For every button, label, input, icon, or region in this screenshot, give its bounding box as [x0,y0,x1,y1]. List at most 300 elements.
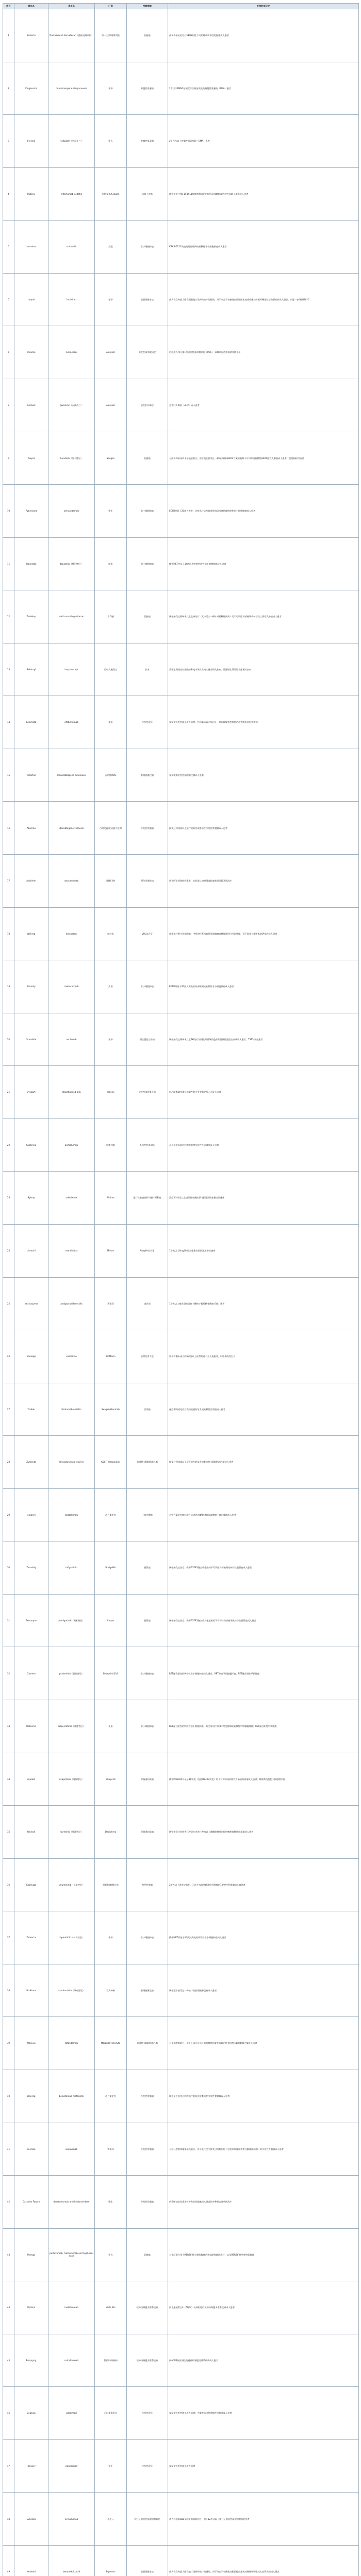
cell-col-brand-name: Livmarli [14,1224,48,1277]
cell-col-indication: 既往接受过两种或以上TKI治疗的慢性期费城染色体阳性慢性髓性白血病成人患者；T315I突变患者 [168,1013,359,1066]
cell-col-generic-name: zanubrutinib（泽布替尼） [48,1964,95,2017]
cell-col-generic-name: lumasiran [48,326,95,379]
cell-col-generic-name: asciminib [48,1013,95,1066]
cell-col-indication: RET融合阳性的转移性非小细胞肺癌；需全身治疗的RET突变晚期或转移性甲状腺髓样癌；RET融合阳性甲状腺癌 [168,1700,359,1753]
cell-col-manufacturer: 赛诺菲 [95,1277,127,1330]
cell-col-index: 46 [3,2387,14,2440]
cell-col-manufacturer: 百时美施贵宝 [95,2387,127,2440]
table-row [3,855,359,908]
cell-col-manufacturer: Seagen/Genmab [95,1383,127,1436]
cell-col-index: 32 [3,1647,14,1700]
cell-col-index: 1 [3,9,14,62]
cell-col-manufacturer: 强生 [95,485,127,538]
cell-col-disease-area: 多发性硬化 [127,2387,168,2440]
cell-col-brand-name: Nexletol [14,2546,48,2576]
cell-col-generic-name: sotorasib [48,221,95,274]
table-row [3,2334,359,2387]
cell-col-disease-area: 胃肠道间质瘤 [127,1806,168,1859]
cell-col-generic-name: selumetinib（司美替尼） [48,1858,95,1911]
cell-col-disease-area: 庞贝病 [127,1277,168,1330]
cell-col-indication: 复发或难治性套细胞淋巴瘤成人患者 [168,749,359,802]
cell-col-index: 5 [3,221,14,274]
cell-col-brand-name: Leqvio [14,273,48,326]
cell-col-generic-name: efgartigimod alfa [48,1066,95,1119]
table-row [3,590,359,643]
table-row [3,2070,359,2123]
cell-col-manufacturer: Esperion [95,2546,127,2576]
cell-col-generic-name: inclisiran [48,273,95,326]
cell-col-index: 14 [3,696,14,749]
cell-col-indication: EGFR外显子20插入突变、含铂化疗后疾病进展的局部晚期或转移性非小细胞肺癌成人患者 [168,485,359,538]
cell-col-indication: 与泊马度胺和地塞米松联合，用于既往至少接受过两种治疗（包括来那度胺和蛋白酶体抑制剂）的多发性骨髓瘤成人患者 [168,2123,359,2176]
cell-col-index: 20 [3,1013,14,1066]
cell-col-manufacturer: 强生 [95,2176,127,2229]
header-col-disease-area: 疾病领域 [127,4,168,9]
cell-col-disease-area: 脊髓性肌萎缩 [127,115,168,168]
cell-col-generic-name: givosiran（吉沃西兰） [48,379,95,432]
table-row [3,907,359,960]
cell-col-manufacturer: MorphoSys/Incyte [95,2017,127,2070]
cell-col-disease-area: 乳腺癌 [127,590,168,643]
cell-col-indication: 既往接受过治疗、携带FGFR2融合或其他重排的不可切除局部晚期或转移性胆管癌成人患者 [168,1594,359,1647]
cell-col-index: 17 [3,855,14,908]
cell-col-brand-name: Tepmetko [14,537,48,590]
cell-col-disease-area: Alagille综合征 [127,1224,168,1277]
cell-col-disease-area: 进行性家族性肝内胆汁淤积症 [127,1172,168,1225]
cell-col-disease-area: 非小细胞肺癌 [127,537,168,590]
cell-col-brand-name: Kesimpta [14,696,48,749]
cell-col-index: 21 [3,1066,14,1119]
cell-col-indication: 治疗3个月及以上进行性家族性肝内胆汁淤积症患者的瘙痒 [168,1172,359,1225]
cell-col-disease-area: 宫颈癌 [127,1383,168,1436]
cell-col-index: 43 [3,2228,14,2281]
cell-col-index: 44 [3,2281,14,2334]
cell-col-indication: 抗乙酰胆碱受体抗体阳性的全身型重症肌无力成人患者 [168,1066,359,1119]
header-col-generic-name: 通用名 [48,4,95,9]
cell-col-indication: 1岁及以上晚发型庞贝病（酸性α-葡萄糖苷酶缺乏症）患者 [168,1277,359,1330]
cell-col-brand-name: Ayvakit [14,1753,48,1806]
cell-col-generic-name: pertuzumab, trastuzumab and hyaluronidase [48,2228,95,2281]
cell-col-manufacturer: Alnylam [95,326,127,379]
table-row [3,2123,359,2176]
cell-col-brand-name: Voxzogo [14,1330,48,1383]
cell-col-brand-name: Monjuvi [14,2017,48,2070]
cell-col-index: 16 [3,802,14,855]
cell-col-disease-area: 多发性硬化 [127,696,168,749]
cell-col-indication: 2岁及以上患有症状性、无法手术的丛状神经纤维瘤的1型神经纤维瘤病儿童患者 [168,1858,359,1911]
cell-col-index: 12 [3,590,14,643]
cell-col-disease-area: 视神经脊髓炎谱系疾病 [127,2334,168,2387]
cell-col-disease-area: 子宫内膜癌 [127,1488,168,1541]
cell-col-indication: 需要定期输注红细胞的β-地中海贫血成人患者相关贫血；骨髓增生异常综合征相关贫血 [168,643,359,696]
cell-col-generic-name: loncastuximab tesirine [48,1436,95,1489]
table-row [3,1436,359,1489]
cell-col-indication: 用于骨骺未闭合的5岁及以上软骨发育不全儿童患者，以增加线性生长 [168,1330,359,1383]
cell-col-brand-name: Scemblix [14,1013,48,1066]
cell-col-manufacturer: 默沙东 [95,907,127,960]
cell-col-index: 11 [3,537,14,590]
table-row [3,1806,359,1859]
cell-col-generic-name: avalglucosidase alfa [48,1277,95,1330]
header-col-brand-name: 商品名 [14,4,48,9]
cell-col-disease-area: 阿尔茨海默病 [127,855,168,908]
cell-col-index: 30 [3,1541,14,1595]
cell-col-index: 42 [3,2176,14,2229]
cell-col-brand-name: Welireg [14,907,48,960]
cell-col-indication: 治疗成人和儿童1型原发性高草酸尿症（PH1），以降低尿液和血浆草酸水平 [168,326,359,379]
cell-col-disease-area: 胃肠道间质瘤 [127,1753,168,1806]
cell-col-index: 37 [3,1911,14,1964]
table-row [3,2176,359,2229]
cell-col-disease-area: 非小细胞肺癌 [127,485,168,538]
cell-col-brand-name: Koselugo [14,1858,48,1911]
table-row [3,1383,359,1436]
cell-col-generic-name: brexucabtagene autoleucel [48,749,95,802]
cell-col-indication: 作为饮食和最大耐受他汀类药物治疗的辅助，用于杂合子家族性高胆固醇血症或动脉粥样硬化性心血管疾病成人患者 [168,2546,359,2576]
approved-drugs-table [3,3,359,2576]
cell-col-brand-name: Tecartus [14,749,48,802]
cell-col-manufacturer: 安进 [95,221,127,274]
table-row [3,2281,359,2334]
cell-col-generic-name: infigratinib [48,1541,95,1595]
table-row [3,1277,359,1330]
cell-col-brand-name: Exkivity [14,960,48,1013]
table-row [3,802,359,855]
cell-col-generic-name: ofatumumab [48,696,95,749]
cell-col-index: 7 [3,326,14,379]
cell-col-brand-name: Saphnelo [14,1118,48,1172]
table-row [3,2493,359,2546]
cell-col-manufacturer: ADC Therapeutics [95,1436,127,1489]
cell-col-index: 45 [3,2334,14,2387]
cell-col-generic-name: luspatercept [48,643,95,696]
table-row [3,432,359,485]
cell-col-manufacturer: BridgeBio [95,1541,127,1595]
table-row [3,485,359,538]
table-row [3,2387,359,2440]
cell-col-disease-area: 尿路上皮癌 [127,167,168,221]
cell-col-generic-name: onasemnogene abeparvovec [48,62,95,115]
cell-col-index: 25 [3,1277,14,1330]
cell-col-indication: 正在接受标准治疗的中重度系统性红斑狼疮成人患者 [168,1118,359,1172]
cell-col-generic-name: tafasitamab [48,2017,95,2070]
cell-col-indication: 与化疗联合用于HER2阳性早期乳腺癌的新辅助和辅助治疗，以及HER2阳性转移性乳腺癌 [168,2228,359,2281]
cell-col-manufacturer: 阿斯利康 [95,1118,127,1172]
cell-col-brand-name: Zolgensma [14,62,48,115]
cell-col-disease-area: 非小细胞肺癌 [127,960,168,1013]
cell-col-generic-name: pralsetinib（普拉替尼） [48,1647,95,1700]
cell-col-indication: 既往至少接受过四种治疗的复发或难治性多发性骨髓瘤成人患者 [168,2070,359,2123]
table-row [3,221,359,274]
cell-col-indication: 2个月及以上脊髓性肌萎缩症（SMA）患者 [168,115,359,168]
cell-col-generic-name: odevixibat [48,1172,95,1225]
table-row [3,1911,359,1964]
cell-col-manufacturer: 诺华 [95,62,127,115]
cell-col-indication: 接受过四线或以上治疗的复发或难治性多发性骨髓瘤成人患者 [168,802,359,855]
cell-col-indication: 1岁及以上Alagille综合征患者的胆汁淤积性瘙痒 [168,1224,359,1277]
table-row [3,749,359,802]
cell-col-manufacturer: 诺华 [95,1911,127,1964]
cell-col-brand-name: Gavreto [14,1647,48,1700]
cell-col-brand-name: Ponvory [14,2439,48,2493]
table-row [3,167,359,221]
table-row [3,2228,359,2281]
cell-col-indication: 含铂方案治疗期间或之后进展的dMMR复发或晚期子宫内膜癌成人患者 [168,1488,359,1541]
cell-col-index: 18 [3,907,14,960]
cell-col-indication: 既往接受过PD-1/PD-L1抑制剂和含铂化疗的局部晚期或转移性尿路上皮癌成人患者 [168,167,359,221]
cell-col-manufacturer: 诺华 [95,273,127,326]
cell-col-index: 41 [3,2123,14,2176]
cell-col-brand-name: Pemazyre [14,1594,48,1647]
cell-col-brand-name: Brukinsa [14,1964,48,2017]
cell-col-disease-area: 乳腺癌 [127,2228,168,2281]
cell-col-generic-name: Trastuzumab deruxtecan（德曲妥珠单抗） [48,9,95,62]
cell-col-manufacturer: Blueprint [95,1753,127,1806]
cell-col-manufacturer: Albireo [95,1172,127,1225]
cell-col-brand-name: Truseltiq [14,1541,48,1595]
cell-col-disease-area: 非小细胞肺癌 [127,1911,168,1964]
cell-col-brand-name: Phesgo [14,2228,48,2281]
document-page [0,3,361,2576]
cell-col-disease-area: 急性肝卟啉症 [127,379,168,432]
cell-col-manufacturer: Deciphera [95,1806,127,1859]
cell-col-indication: 作为饮食和最大耐受剂量他汀类药物治疗的辅助，用于杂合子家族性高胆固醇血症或临床动脉粥样硬化性心血管疾病成人患者，以进一步降低LDL-C [168,273,359,326]
cell-col-brand-name: Sarclisa [14,2123,48,2176]
cell-col-generic-name: satralizumab [48,2334,95,2387]
cell-col-manufacturer: 赛诺菲 [95,2123,127,2176]
cell-col-generic-name: isatuximab [48,2123,95,2176]
cell-col-brand-name: Enhertu [14,9,48,62]
cell-col-disease-area: 多发性骨髓瘤 [127,802,168,855]
cell-col-index: 10 [3,485,14,538]
cell-col-brand-name: Abecma [14,802,48,855]
cell-col-manufacturer: 武田 [95,960,127,1013]
cell-col-index: 13 [3,643,14,696]
cell-col-manufacturer: Mirum [95,1224,127,1277]
cell-col-indication: 复发型多发性硬化成人患者 [168,2439,359,2493]
cell-col-generic-name: anifrolumab [48,1118,95,1172]
cell-col-index: 27 [3,1383,14,1436]
cell-col-generic-name: ozanimod [48,2387,95,2440]
cell-col-generic-name: tepotinib（特泊替尼） [48,537,95,590]
cell-col-manufacturer: Incyte [95,1594,127,1647]
cell-col-index: 38 [3,1964,14,2017]
cell-col-generic-name: risdiplam（利司扑兰） [48,115,95,168]
table-row [3,1118,359,1172]
cell-col-manufacturer: 安斯泰来/Seagen [95,167,127,221]
cell-col-brand-name: Jemperli [14,1488,48,1541]
cell-col-manufacturer: Blueprint/罗氏 [95,1647,127,1700]
cell-col-disease-area: 原发性高草酸尿症 [127,326,168,379]
cell-col-indication: 抗AQP4抗体阳性的视神经脊髓炎谱系疾病成人患者 [168,2334,359,2387]
cell-col-index: 2 [3,62,14,115]
table-row [3,1541,359,1595]
cell-col-generic-name: ripretinib（瑞派替尼） [48,1806,95,1859]
table-row [3,1964,359,2017]
cell-col-manufacturer: Alnylam [95,379,127,432]
cell-col-brand-name: Zynlonta [14,1436,48,1489]
cell-col-indication: 携带MET外显子14跳跃突变的转移性非小细胞肺癌成人患者 [168,537,359,590]
cell-col-manufacturer: Viela Bio [95,2281,127,2334]
cell-col-disease-area: 慢性髓性白血病 [127,1013,168,1066]
cell-col-index: 47 [3,2439,14,2493]
cell-col-brand-name: Zeposia [14,2387,48,2440]
cell-col-generic-name: tucatinib（图卡替尼） [48,432,95,485]
cell-col-brand-name: Oxlumo [14,326,48,379]
cell-col-brand-name: Bylvay [14,1172,48,1225]
cell-col-indication: 既往接受过两种或以上全身治疗（其中至少一种针对转移性疾病）的不可切除局部晚期或转移性三阴性乳腺癌成人患者 [168,590,359,643]
table-row [3,537,359,590]
cell-col-manufacturer: 百时美施贵宝/蓝鸟生物 [95,802,127,855]
cell-col-generic-name: selpercatinib（塞普替尼） [48,1700,95,1753]
cell-col-brand-name: Evkeeza [14,2493,48,2546]
table-row [3,643,359,696]
cell-col-manufacturer: 礼来 [95,1700,127,1753]
cell-col-brand-name: Nexviazyme [14,1277,48,1330]
cell-col-disease-area: 套细胞淋巴瘤 [127,749,168,802]
table-row [3,62,359,115]
cell-col-indication: 用于阿尔茨海默病患者，在轻度认知障碍或轻度痴呆阶段开始治疗 [168,855,359,908]
table-row [3,1753,359,1806]
table-row [3,1224,359,1277]
cell-col-disease-area: 非小细胞肺癌 [127,1647,168,1700]
cell-col-manufacturer: Seagen [95,432,127,485]
cell-col-indication: 新诊断或复发难治性多发性骨髓瘤成人患者的多种联合或单药治疗 [168,2176,359,2229]
cell-col-indication: 与来那度胺联合，用于不适合自体干细胞移植的复发或难治性弥漫性大B细胞淋巴瘤成人患者 [168,2017,359,2070]
cell-col-index: 6 [3,273,14,326]
table-header-row [3,4,359,9]
cell-col-disease-area: 胆管癌 [127,1594,168,1647]
table-row [3,2546,359,2576]
table-row [3,1013,359,1066]
cell-col-index: 29 [3,1488,14,1541]
cell-col-disease-area: 胆管癌 [127,1541,168,1595]
cell-col-disease-area: 纯合子家族性高胆固醇血症 [127,2493,168,2546]
cell-col-generic-name: capmatinib（卡马替尼） [48,1911,95,1964]
cell-col-indication: 需要治疗相关肾细胞癌、中枢神经系统血管母细胞瘤或胰腺神经内分泌肿瘤，但不需要立即手术的VHL病成人患者 [168,907,359,960]
cell-col-disease-area: VHL综合征 [127,907,168,960]
cell-col-indication: 既往接受过包括伊马替尼在内的三种或以上激酶抑制剂治疗的晚期胃肠道间质瘤成人患者 [168,1806,359,1859]
cell-col-manufacturer: 罗氏/中外制药 [95,2334,127,2387]
cell-col-disease-area: 神经纤维瘤 [127,1858,168,1911]
cell-col-disease-area: 非小细胞肺癌 [127,1700,168,1753]
cell-col-generic-name: pemigatinib（佩米替尼） [48,1594,95,1647]
cell-col-disease-area: 多发性骨髓瘤 [127,2176,168,2229]
cell-col-generic-name: daratumumab and hyaluronidase [48,2176,95,2229]
cell-col-manufacturer: 吉利德 [95,590,127,643]
cell-col-indication: 接受过两线或以上全身治疗的复发或难治性大B细胞淋巴瘤成人患者 [168,1436,359,1489]
cell-col-disease-area: 视神经脊髓炎谱系疾病 [127,2281,168,2334]
cell-col-brand-name: Blenrep [14,2070,48,2123]
cell-col-index: 19 [3,960,14,1013]
cell-col-indication: 化疗期间或化疗后疾病进展的复发或转移性宫颈癌成人患者 [168,1383,359,1436]
cell-col-index: 40 [3,2070,14,2123]
cell-col-brand-name: Darzalex Faspro [14,2176,48,2229]
cell-col-generic-name: bempedoic acid [48,2546,95,2576]
cell-col-disease-area: 多发性骨髓瘤 [127,2070,168,2123]
cell-col-index: 28 [3,1436,14,1489]
cell-col-brand-name: Uplizna [14,2281,48,2334]
cell-col-manufacturer: 诺华 [95,696,127,749]
table-row [3,1488,359,1541]
cell-col-disease-area: 全身型重症肌无力 [127,1066,168,1119]
cell-col-index: 33 [3,1700,14,1753]
cell-col-manufacturer: 罗氏 [95,115,127,168]
cell-col-brand-name: Evrysdi [14,115,48,168]
cell-col-index: 26 [3,1330,14,1383]
cell-col-manufacturer: 诺华 [95,1013,127,1066]
cell-col-disease-area: 贫血 [127,643,168,696]
table-row [3,273,359,326]
table-row [3,9,359,62]
cell-col-index: 23 [3,1172,14,1225]
cell-col-indication: 复发型多发性硬化成人患者，包括临床孤立综合征、复发缓解型疾病和活动性继发进展型疾病 [168,696,359,749]
cell-col-brand-name: Qinlock [14,1806,48,1859]
table-row [3,696,359,749]
cell-col-disease-area: 弥漫性大B细胞淋巴瘤 [127,2017,168,2070]
cell-col-manufacturer: 葛兰素史克 [95,1488,127,1541]
cell-col-manufacturer: argenx [95,1066,127,1119]
cell-col-generic-name: aducanumab [48,855,95,908]
cell-col-disease-area: 乳腺癌 [127,432,168,485]
cell-col-index: 8 [3,379,14,432]
cell-col-index: 35 [3,1806,14,1859]
table-row [3,960,359,1013]
cell-col-index: 34 [3,1753,14,1806]
cell-col-disease-area: 套细胞淋巴瘤 [127,1964,168,2017]
header-col-index: 序号 [3,4,14,9]
cell-col-generic-name: sacituzumab govitecan [48,590,95,643]
cell-col-indication: 既往至少接受过一种治疗的套细胞淋巴瘤成人患者 [168,1964,359,2017]
cell-col-manufacturer: 阿斯利康/默沙东 [95,1858,127,1911]
cell-col-indication: EGFR外显子20插入突变的局部晚期或转移性非小细胞肺癌成人患者 [168,960,359,1013]
cell-col-disease-area: 非小细胞肺癌 [127,221,168,274]
table-row [3,1700,359,1753]
cell-col-disease-area: 多发性硬化 [127,2439,168,2493]
cell-col-generic-name: vosoritide [48,1330,95,1383]
cell-col-generic-name: dostarlimab [48,1488,95,1541]
cell-col-index: 9 [3,432,14,485]
table-row [3,115,359,168]
cell-col-disease-area: 多发性骨髓瘤 [127,2123,168,2176]
cell-col-generic-name: enfortumab vedotin [48,167,95,221]
table-row [3,1858,359,1911]
table-row [3,1330,359,1383]
cell-col-disease-area: 乳腺癌 [127,9,168,62]
cell-col-brand-name: Enspryng [14,2334,48,2387]
cell-col-index: 22 [3,1118,14,1172]
cell-col-index: 3 [3,115,14,168]
cell-col-indication: 携带MET外显子14跳跃突变的转移性非小细胞肺癌成人患者 [168,1911,359,1964]
cell-col-brand-name: Trodelvy [14,590,48,643]
cell-col-manufacturer: 第一三共/阿斯利康 [95,9,127,62]
cell-col-disease-area: 高胆固醇血症 [127,2546,168,2576]
cell-col-generic-name: evinacumab [48,2493,95,2546]
table-row [3,1594,359,1647]
cell-col-disease-area: 系统性红斑狼疮 [127,1118,168,1172]
cell-col-brand-name: Aduhelm [14,855,48,908]
cell-col-disease-area: 脊髓性肌萎缩 [127,62,168,115]
cell-col-manufacturer: 葛兰素史克 [95,2070,127,2123]
cell-col-generic-name: maralixibat [48,1224,95,1277]
cell-col-indication: 复发型多发性硬化成人患者；中重度活动性溃疡性结肠炎成人患者 [168,2387,359,2440]
cell-col-brand-name: Tukysa [14,432,48,485]
cell-col-index: 31 [3,1594,14,1647]
cell-col-indication: 曲妥珠单抗治疗后HER2阳性不可切除或转移性乳腺癌成人患者 [168,9,359,62]
cell-col-manufacturer: 罗氏 [95,2228,127,2281]
cell-col-indication: RET融合阳性的转移性非小细胞肺癌成人患者；RET突变甲状腺髓样癌；RET融合阳性甲状腺癌 [168,1647,359,1700]
cell-col-manufacturer: 再生元 [95,2493,127,2546]
